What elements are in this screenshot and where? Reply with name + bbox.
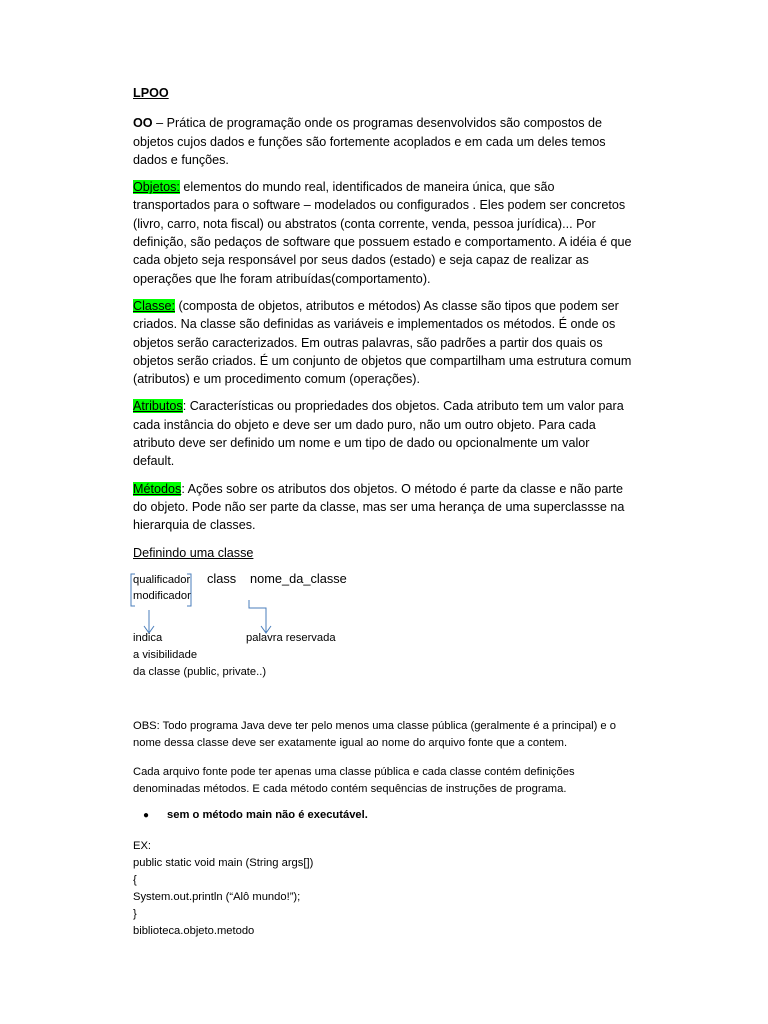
paragraph-obs: OBS: Todo programa Java deve ter pelo menos uma classe pública (geralmente é a principal) e o nome dessa classe deve ser exatamente igual ao nome do arquivo fonte que a contem. xyxy=(133,719,616,749)
label-da-classe: da classe (public, private..) xyxy=(133,665,267,678)
document-body xyxy=(133,84,633,940)
paragraph-metodos xyxy=(133,480,633,535)
label-a-visibilidade: a visibilidade xyxy=(133,648,198,661)
label-modificador: modificador xyxy=(133,589,191,602)
label-class: class xyxy=(207,570,237,586)
label-nome-da-classe: nome_da_classe xyxy=(250,570,347,586)
arrow-line-right xyxy=(249,600,266,632)
code-line: System.out.println (“Alô mundo!”); xyxy=(133,890,301,903)
term-classe: Classe: xyxy=(133,298,175,313)
paragraph-classe xyxy=(133,297,633,388)
bullet-item xyxy=(133,807,633,824)
text-oo: – Prática de programação onde os programas desenvolvidos são compostos de objetos cujos dados e funções são fortemente acoplados e em cada um deles temos dados e funções. xyxy=(133,116,606,167)
bullet-text: sem o método main não é executável. xyxy=(167,808,368,821)
code-line: { xyxy=(133,873,137,886)
class-syntax-diagram xyxy=(133,570,633,700)
label-palavra-reservada: palavra reservada xyxy=(246,631,336,644)
paragraph-atributos xyxy=(133,397,633,470)
term-objetos: Objetos: xyxy=(133,180,180,195)
paragraph-cada: Cada arquivo fonte pode ter apenas uma classe pública e cada classe contém definições denominadas métodos. E cada método contém sequências de instruções de programa. xyxy=(133,765,575,795)
code-line: } xyxy=(133,907,137,920)
term-metodos: Métodos xyxy=(133,481,182,496)
text-classe: (composta de objetos, atributos e métodos) As classe são tipos que podem ser criados. Na classe são definidas as variáveis e implementados os métodos. É onde os objetos serão caracterizados. Em outras palavras, são padrões a partir dos quais os objetos serão criados. É um conjunto de objetos que compartilham uma estrutura comum (atributos) e um procedimento comum (operações). xyxy=(133,298,632,387)
text-objetos: elementos do mundo real, identificados de maneira única, que são transportados para o software – modelados ou configurados . Eles podem ser concretos (livro, carro, nota fiscal) ou abstratos (conta corrente, venda, pessoa jurídica)... Por definição, são pedaços de software que possuem estado e comportamento. A idéia é que cada objeto seja responsável por seus dados (estado) e seja capaz de realizar as operações que lhe foram atribuídas(comportamento). xyxy=(133,180,632,286)
code-line: EX: xyxy=(133,839,152,852)
code-example xyxy=(133,838,633,940)
heading-definindo: Definindo uma classe xyxy=(133,545,254,560)
term-oo: OO xyxy=(133,116,153,131)
paragraph-objetos xyxy=(133,178,633,288)
doc-title: LPOO xyxy=(133,86,169,100)
text-atributos: : Características ou propriedades dos objetos. Cada atributo tem um valor para cada instância do objeto e deve ser um dado puro, não um outro objeto. Para cada atributo deve ser definido um nome e um tipo de dado ou opcionalmente um valor default. xyxy=(133,399,624,469)
bullet-dot-icon: ● xyxy=(143,809,150,821)
label-qualificador: qualificador xyxy=(133,573,191,586)
code-line: biblioteca.objeto.metodo xyxy=(133,924,255,937)
term-atributos: Atributos xyxy=(133,399,183,414)
paragraph-oo xyxy=(133,114,633,169)
label-indica: indica xyxy=(133,631,163,644)
code-line: public static void main (String args[]) xyxy=(133,856,314,869)
text-metodos: : Ações sobre os atributos dos objetos. O método é parte da classe e não parte do objeto. Pode não ser parte da classe, mas ser uma herança de uma superclassse na hierarquia de classes. xyxy=(133,481,625,533)
